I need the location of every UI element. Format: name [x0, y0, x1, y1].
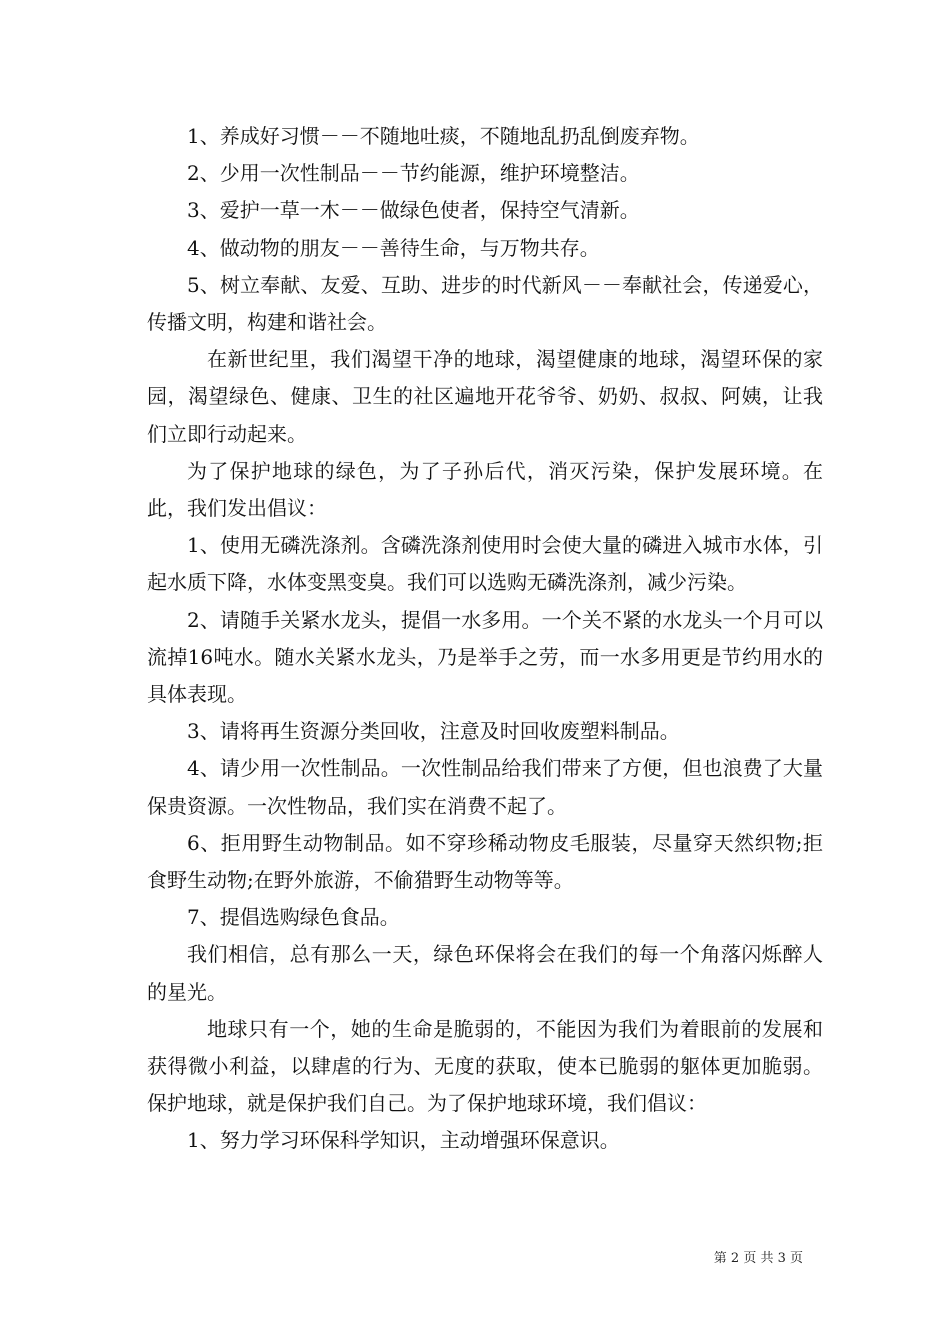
page-number: 第 2 页 共 3 页 [713, 1251, 803, 1266]
paragraph-one-earth: 地球只有一个，她的生命是脆弱的，不能因为我们为着眼前的发展和获得微小利益，以肆虐的行为、无度的获取，使本已脆弱的躯体更加脆弱。保护地球，就是保护我们自己。为了保护地球环境，我们倡议： [147, 1016, 823, 1116]
paragraph-disposable-items: 4、请少用一次性制品。一次性制品给我们带来了方便，但也浪费了大量保贵资源。一次性物品，我们实在消费不起了。 [147, 756, 823, 818]
paragraph-belief: 我们相信，总有那么一天，绿色环保将会在我们的每一个角落闪烁醉人的星光。 [147, 942, 823, 1004]
document-body [147, 118, 823, 1160]
paragraph-disposable: 2、少用一次性制品－－节约能源，维护环境整洁。 [187, 161, 640, 186]
paragraph-proposal-intro: 为了保护地球的绿色，为了子孙后代，消灭污染，保护发展环境。在此，我们发出倡议： [147, 458, 823, 521]
paragraph-habit: 1、养成好习惯－－不随地吐痰，不随地乱扔乱倒废弃物。 [187, 124, 700, 148]
paragraph-wildlife: 6、拒用野生动物制品。如不穿珍稀动物皮毛服装，尽量穿天然织物;拒食野生动物;在野外旅游，不偷猎野生动物等等。 [147, 830, 823, 893]
paragraph-plants: 3、爱护一草一木－－做绿色使者，保持空气清新。 [187, 198, 640, 223]
paragraph-water: 2、请随手关紧水龙头，提倡一水多用。一个关不紧的水龙头一个月可以流掉16吨水。随水关紧水龙头，乃是举手之劳，而一水多用更是节约用水的具体表现。 [147, 607, 823, 707]
paragraph-animals: 4、做动物的朋友－－善待生命，与万物共存。 [187, 235, 600, 260]
paragraph-dedication: 5、树立奉献、友爱、互助、进步的时代新风－－奉献社会，传递爱心，传播文明，构建和谐社会。 [147, 272, 823, 335]
paragraph-detergent: 1、使用无磷洗涤剂。含磷洗涤剂使用时会使大量的磷进入城市水体，引起水质下降，水体变黑变臭。我们可以选购无磷洗涤剂，减少污染。 [147, 533, 823, 595]
paragraph-learn: 1、努力学习环保科学知识，主动增强环保意识。 [187, 1128, 620, 1153]
paragraph-new-century: 在新世纪里，我们渴望干净的地球，渴望健康的地球，渴望环保的家园，渴望绿色、健康、卫生的社区遍地开花爷爷、奶奶、叔叔、阿姨，让我们立即行动起来。 [147, 347, 823, 446]
paragraph-green-food: 7、提倡选购绿色食品。 [187, 905, 400, 930]
paragraph-recycle: 3、请将再生资源分类回收，注意及时回收废塑料制品。 [187, 719, 680, 744]
